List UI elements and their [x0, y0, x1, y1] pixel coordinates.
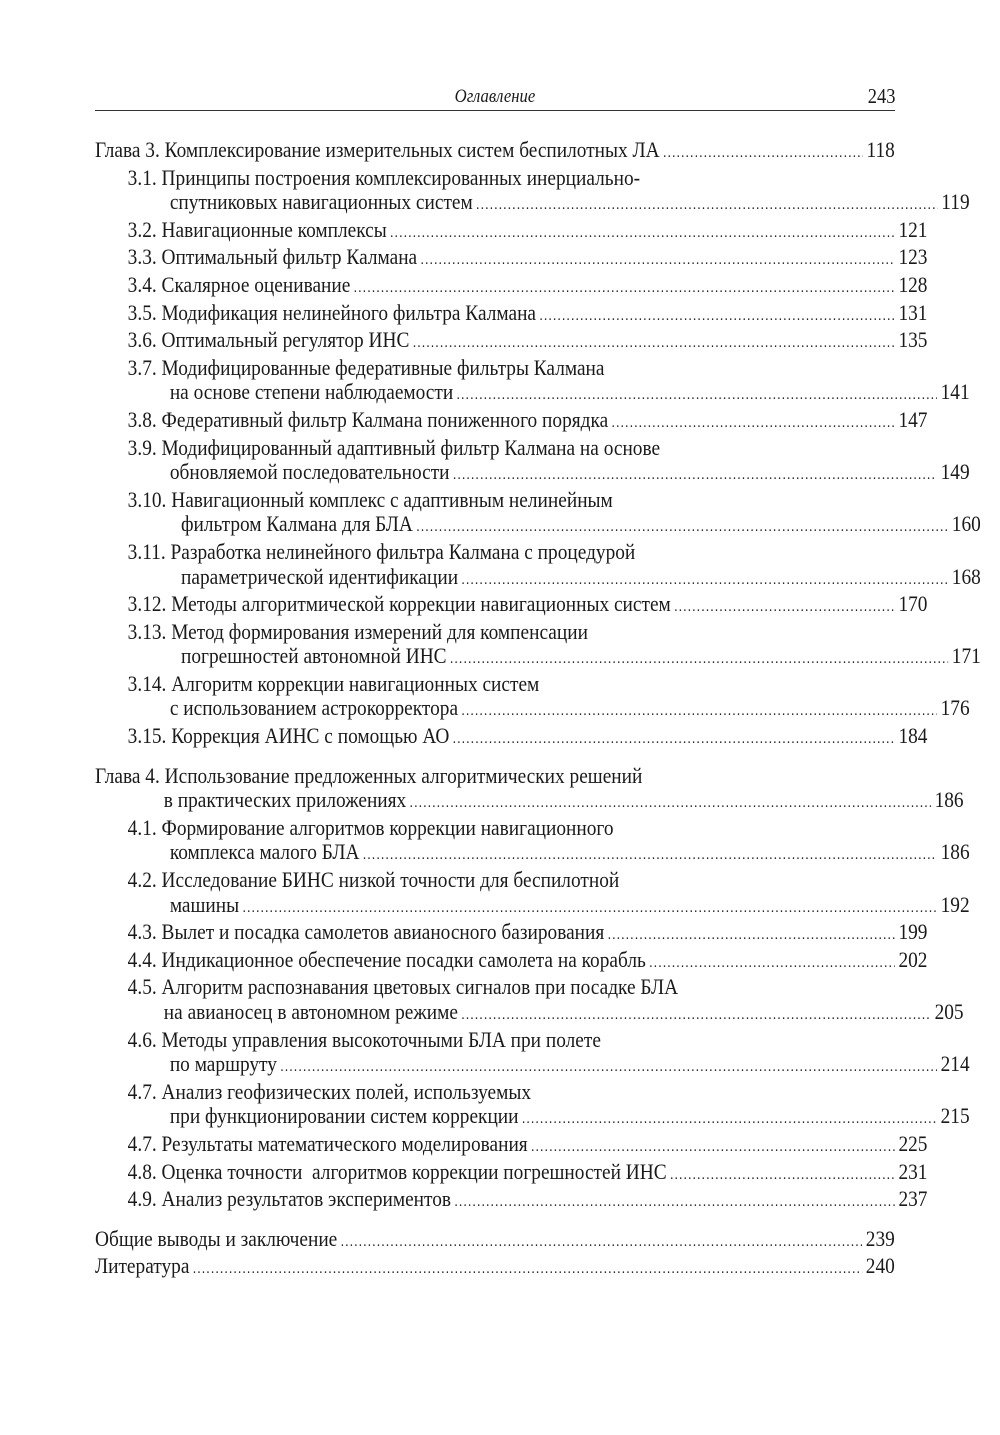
toc-page: 215	[940, 1103, 970, 1129]
section-number: 4.1.	[127, 814, 157, 840]
section-title: Оптимальный фильтр Калмана	[161, 244, 418, 270]
leader-dots	[670, 1163, 895, 1188]
toc-section-3-4[interactable]	[95, 271, 928, 301]
section-title: Метод формирования измерений для компенсации	[171, 618, 588, 644]
toc-page: 147	[898, 406, 928, 432]
toc-section-3-14[interactable]	[95, 670, 970, 724]
toc-page: 186	[940, 839, 970, 865]
toc-section-4-4[interactable]	[95, 946, 928, 976]
toc-page: 118	[866, 137, 895, 162]
toc-section-3-15[interactable]	[95, 723, 928, 752]
section-number: 3.13.	[127, 618, 167, 644]
section-title: Модификация нелинейного фильтра Калмана	[161, 299, 537, 325]
leader-dots	[461, 699, 937, 724]
section-title-cont: машины	[169, 891, 240, 917]
section-number: 3.15.	[127, 723, 167, 749]
toc-page: 202	[898, 946, 928, 972]
leader-dots	[539, 304, 895, 329]
toc-section-3-6[interactable]	[95, 327, 928, 356]
section-number: 3.7.	[127, 354, 157, 380]
toc-chapter-3[interactable]	[95, 138, 895, 166]
leader-dots	[413, 331, 895, 356]
section-title-cont: на авианосец в автономном режиме	[163, 999, 458, 1024]
toc-literature[interactable]	[95, 1254, 895, 1282]
leader-dots	[363, 843, 937, 868]
section-number: 4.5.	[127, 974, 157, 1000]
section-title: Анализ результатов экспериментов	[161, 1186, 452, 1212]
section-title-cont: по маршруту	[169, 1051, 277, 1077]
toc-page: 186	[934, 787, 964, 813]
toc-page: 168	[951, 563, 981, 589]
section-title-cont: с использованием астрокорректора	[169, 695, 459, 721]
leader-dots	[450, 647, 948, 672]
toc-page: 141	[940, 379, 970, 405]
section-title: Результаты математического моделирования	[161, 1130, 528, 1156]
toc-page: 231	[898, 1158, 928, 1184]
toc-section-4-8[interactable]	[95, 1158, 928, 1188]
toc-page: 171	[951, 643, 981, 669]
toc-section-3-7[interactable]	[95, 354, 970, 408]
section-title: Оценка точности алгоритмов коррекции погрешностей ИНС	[161, 1158, 667, 1184]
leader-dots	[531, 1135, 895, 1160]
section-number: 3.5.	[127, 299, 157, 325]
toc-page: 135	[898, 327, 928, 353]
section-number: 4.3.	[127, 919, 157, 945]
section-title: Анализ геофизических полей, используемых	[161, 1078, 532, 1104]
toc-section-3-13[interactable]	[95, 618, 981, 672]
leader-dots	[453, 727, 895, 752]
section-title: Алгоритм распознавания цветовых сигналов при посадке БЛА	[161, 974, 679, 1000]
toc-page: 225	[898, 1130, 928, 1156]
toc-section-4-2[interactable]	[95, 867, 970, 920]
section-title-cont: фильтром Калмана для БЛА	[181, 511, 413, 537]
section-title: Скалярное оценивание	[161, 271, 351, 297]
toc-section-3-8[interactable]	[95, 406, 928, 436]
section-title: Вылет и посадка самолетов авианосного базирования	[161, 919, 605, 945]
leader-dots	[416, 515, 948, 540]
section-number: 3.3.	[127, 244, 157, 270]
header-title: Оглавление	[454, 86, 536, 107]
table-of-contents	[95, 137, 981, 1282]
toc-section-4-9[interactable]	[95, 1186, 928, 1215]
leader-dots	[243, 896, 938, 921]
leader-dots	[461, 1003, 931, 1028]
leader-dots	[461, 568, 948, 593]
section-title-cont: обновляемой последовательности	[169, 459, 450, 485]
toc-section-3-11[interactable]	[95, 538, 981, 592]
leader-dots	[522, 1107, 937, 1132]
running-header	[95, 84, 895, 111]
section-title: Разработка нелинейного фильтра Калмана с процедурой	[170, 538, 636, 564]
toc-section-4-7b[interactable]	[95, 1130, 928, 1160]
toc-page: 131	[898, 299, 928, 325]
section-number: 4.4.	[127, 946, 157, 972]
toc-page: 128	[898, 271, 928, 297]
section-number: 3.11.	[127, 538, 166, 564]
toc-page: 176	[940, 695, 970, 721]
toc-page: 240	[865, 1253, 895, 1279]
section-title-cont: параметрической идентификации	[181, 563, 459, 589]
toc-section-3-1[interactable]	[95, 164, 970, 218]
leader-dots	[354, 276, 895, 301]
leader-dots	[280, 1055, 937, 1080]
literature-title: Литература	[95, 1253, 190, 1279]
section-number: 4.6.	[127, 1026, 157, 1052]
toc-page: 119	[941, 189, 970, 215]
chapter-title: Глава 4. Использование предложенных алгоритмических решений	[95, 762, 643, 788]
toc-page: 237	[898, 1186, 928, 1212]
section-number: 3.14.	[127, 670, 167, 696]
toc-section-4-6[interactable]	[95, 1026, 970, 1080]
toc-conclusion[interactable]	[95, 1227, 895, 1255]
section-number: 4.7.	[127, 1078, 157, 1104]
toc-section-3-10[interactable]	[95, 486, 981, 540]
section-title: Модифицированный адаптивный фильтр Калмана на основе	[161, 434, 661, 460]
toc-page: 160	[951, 511, 981, 537]
toc-page: 121	[898, 216, 928, 242]
section-title: Федеративный фильтр Калмана пониженного порядка	[161, 406, 609, 432]
section-title: Алгоритм коррекции навигационных систем	[171, 670, 540, 696]
toc-page: 199	[898, 919, 928, 945]
toc-chapter-4[interactable]	[95, 762, 964, 816]
section-title: Оптимальный регулятор ИНС	[161, 327, 410, 353]
conclusion-title: Общие выводы и заключение	[95, 1225, 338, 1251]
leader-dots	[390, 221, 895, 246]
leader-dots	[193, 1257, 862, 1282]
section-title: Исследование БИНС низкой точности для беспилотной	[161, 867, 620, 893]
section-number: 4.2.	[127, 867, 157, 893]
section-title: Модифицированные федеративные фильтры Калмана	[161, 354, 605, 380]
page-number: 243	[867, 84, 895, 108]
section-title: Принципы построения комплексированных инерциально-	[161, 164, 641, 190]
section-number: 3.2.	[127, 216, 157, 242]
section-title-cont: на основе степени наблюдаемости	[169, 379, 454, 405]
toc-section-4-5[interactable]	[95, 974, 964, 1027]
section-title: Навигационные комплексы	[161, 216, 387, 242]
section-title: Методы управления высокоточными БЛА при полете	[161, 1026, 601, 1052]
section-title-cont: комплекса малого БЛА	[169, 839, 360, 865]
section-number: 3.9.	[127, 434, 157, 460]
leader-dots	[674, 595, 895, 620]
toc-section-4-7a[interactable]	[95, 1078, 970, 1132]
toc-section-3-2[interactable]	[95, 216, 928, 246]
toc-page: 170	[898, 591, 928, 617]
leader-dots	[457, 383, 937, 408]
leader-dots	[410, 791, 931, 816]
toc-page: 239	[865, 1225, 895, 1251]
section-title-cont: погрешностей автономной ИНС	[181, 643, 447, 669]
chapter-title: Глава 3. Комплексирование измерительных систем беспилотных ЛА	[95, 137, 660, 162]
leader-dots	[453, 463, 937, 488]
toc-page: 192	[940, 891, 970, 917]
section-number: 3.4.	[127, 271, 157, 297]
leader-dots	[454, 1190, 895, 1215]
section-number: 4.7.	[127, 1130, 157, 1156]
toc-page: 149	[940, 459, 970, 485]
toc-section-4-3[interactable]	[95, 919, 928, 948]
section-number: 3.10.	[127, 486, 167, 512]
section-number: 4.8.	[127, 1158, 157, 1184]
leader-dots	[341, 1230, 863, 1255]
section-number: 3.6.	[127, 327, 157, 353]
toc-page: 184	[898, 723, 928, 749]
toc-section-3-5[interactable]	[95, 299, 928, 329]
chapter-title-cont: в практических приложениях	[163, 787, 407, 813]
toc-section-4-1[interactable]	[95, 814, 970, 868]
leader-dots	[663, 141, 863, 166]
toc-section-3-3[interactable]	[95, 244, 928, 273]
toc-page: 205	[934, 999, 964, 1024]
toc-page: 214	[940, 1051, 970, 1077]
section-number: 3.8.	[127, 406, 157, 432]
section-title: Индикационное обеспечение посадки самолета на корабль	[161, 946, 646, 972]
section-number: 3.1.	[127, 164, 157, 190]
toc-section-3-12[interactable]	[95, 591, 928, 620]
section-number: 3.12.	[127, 591, 167, 617]
leader-dots	[421, 248, 895, 273]
toc-section-3-9[interactable]	[95, 434, 970, 488]
section-title: Коррекция АИНС с помощью АО	[171, 723, 450, 749]
section-number: 4.9.	[127, 1186, 157, 1212]
toc-page: 123	[898, 244, 928, 270]
section-title-cont: спутниковых навигационных систем	[169, 189, 473, 215]
section-title-cont: при функционировании систем коррекции	[169, 1103, 519, 1129]
section-title: Формирование алгоритмов коррекции навигационного	[161, 814, 614, 840]
leader-dots	[612, 411, 895, 436]
section-title: Навигационный комплекс с адаптивным нелинейным	[171, 486, 613, 512]
leader-dots	[608, 923, 895, 948]
leader-dots	[476, 193, 938, 218]
leader-dots	[649, 951, 895, 976]
section-title: Методы алгоритмической коррекции навигационных систем	[171, 591, 671, 617]
